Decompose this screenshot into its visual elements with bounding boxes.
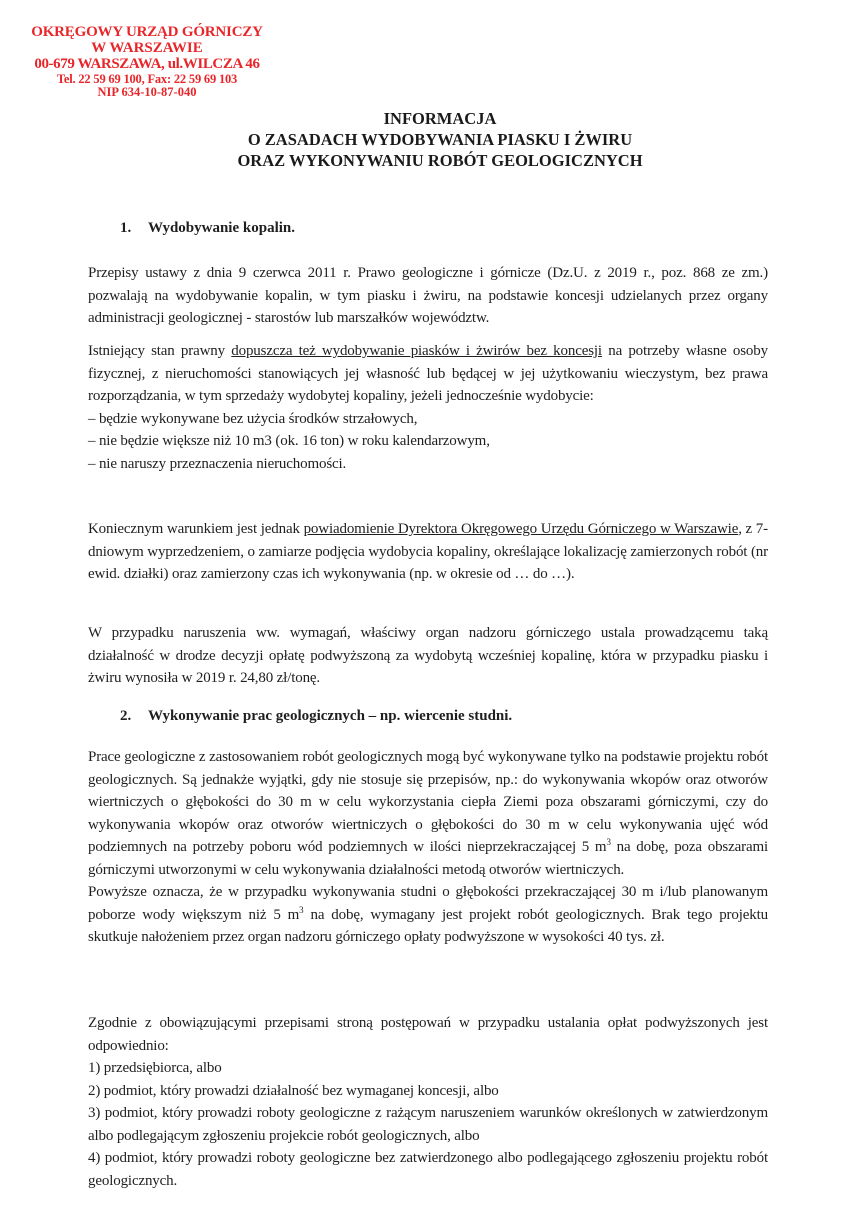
section-2-paragraph-1: Prace geologiczne z zastosowaniem robót geologicznych mogą być wykonywane tylko na podstawie projektu robót geologicznych. Są jednakże wyjątki, gdy nie stosuje się przepisów, np.: do wykonywania wkopów oraz otworów wiertniczych o głębokości do 30 m w celu wykorzystania ciepła Ziemi poza obszarami górniczymi, czy do wykonywania wkopów oraz otworów wiertniczych o głębokości do 30 m w celu wykonywania ujęć wód podziemnych na potrzeby poboru wód podziemnych w ilości nieprzekraczającej 5 $m^3$ na dobę, poza obszarami górniczymi utworzonymi w celu wykonywania działalności metodą otworów wiertniczych. Powyższe oznacza, że w przypadku wykonywania studni o głębokości przekraczającej 30 m i/lub planowanym poborze wody większym niż 5 $m^3$ na dobę, wymagany jest projekt robót geologicznych. Brak tego projektu skutkuje nałożeniem przez organ nadzoru górniczego opłaty podwyższone w wysokości 40 tys. zł.: [88, 746, 768, 949]
section-1-paragraph-1: Przepisy ustawy z dnia 9 czerwca 2011 r. Prawo geologiczne i górnicze (Dz.U. z 2019 r., poz. 868 ze zm.) pozwalają na wydobywanie kopalin, w tym piasku i żwiru, na podstawie koncesji udzielanych przez organy administracji geologicznej - starostów lub marszałków województw.: [88, 265, 768, 326]
section-2-paragraph-3: Zgodnie z obowiązującymi przepisami stroną postępowań w przypadku ustalania opłat podwyższonych jest odpowiednio: 1) przedsiębiorca, albo 2) podmiot, który prowadzi działalność bez wymaganej koncesji, albo 3) podmiot, który prowadzi roboty geologiczne z rażącym naruszeniem warunków określonych w zatwierdzonym albo podlegającym zgłoszeniu projekcie robót geologicznych, albo 4) podmiot, który prowadzi roboty geologiczne bez zatwierdzonego albo podlegającego zgłoszeniu projektu robót geologicznych.: [88, 1012, 768, 1192]
section-2-heading: [120, 708, 512, 725]
condition-item: – nie naruszy przeznaczenia nieruchomości.: [88, 455, 347, 472]
party-item: 3) podmiot, który prowadzi roboty geologiczne z rażącym naruszeniem warunków określonych w zatwierdzonym albo podlegającym zgłoszeniu projekcie robót geologicznych, albo: [88, 1105, 768, 1144]
section-2-paragraph-2: Powyższe oznacza, że w przypadku wykonywania studni o głębokości przekraczającej 30 m i/lub planowanym poborze wody większym niż 5 $m^3$ na dobę, wymagany jest projekt robót geologicznych. Brak tego projektu skutkuje nałożeniem przez organ nadzoru górniczego opłaty podwyższone w wysokości 40 tys. zł.: [88, 884, 768, 945]
office-stamp: [22, 24, 272, 100]
section-1-title: Wydobywanie kopalin.: [148, 220, 295, 236]
stamp-phone-fax: Tel. 22 59 69 100, Fax: 22 59 69 103: [56, 71, 238, 86]
party-item: 1) przedsiębiorca, albo: [88, 1060, 222, 1076]
condition-list: [88, 408, 768, 476]
section-1-paragraph-4: W przypadku naruszenia ww. wymagań, właściwy organ nadzoru górniczego ustala prowadzącemu taką działalność w drodze decyzji opłatę podwyższoną za wydobytą wcześniej kopalinę, która w przypadku piasku i żwiru wynosiła w 2019 r. 24,80 zł/tonę.: [88, 625, 768, 686]
stamp-address: 00-679 WARSZAWA, ul.WILCZA 46: [34, 56, 260, 73]
stamp-office-name: OKRĘGOWY URZĄD GÓRNICZY: [31, 24, 263, 40]
section-1-paragraph-2: Istniejący stan prawny dopuszcza też wydobywanie piasków i żwirów bez koncesji na potrzeby własne osoby fizycznej, z nieruchomości stanowiących jej własność lub będącej w jej użytkowaniu wieczystym, bez prawa rozporządzania, w tym sprzedaży wydobytej kopaliny, jeżeli jednocześnie wydobycie: – będzie wykonywane bez użycia środków strzałowych, – nie będzie większe niż 10 m3 (ok. 16 ton) w roku kalendarzowym, – nie naruszy przeznaczenia nieruchomości.: [88, 340, 768, 475]
section-2-number: 2.: [120, 708, 132, 724]
party-item: 2) podmiot, który prowadzi działalność bez wymaganej koncesji, albo: [88, 1082, 499, 1099]
condition-item: – będzie wykonywane bez użycia środków strzałowych,: [88, 410, 418, 427]
section-2-title: Wykonywanie prac geologicznych – np. wiercenie studni.: [148, 708, 513, 724]
section-1-number: 1.: [120, 220, 132, 236]
underlined-no-license-clause: dopuszcza też wydobywanie piasków i żwirów bez koncesji: [231, 343, 602, 359]
underlined-notification-clause: powiadomienie Dyrektora Okręgowego Urzędu Górniczego w Warszawie: [303, 521, 739, 537]
parties-list: [88, 1057, 768, 1192]
title-line-3: ORAZ WYKONYWANIU ROBÓT GEOLOGICZNYCH: [237, 151, 643, 170]
section-1-heading: [120, 220, 295, 237]
section-1-paragraph-3: Koniecznym warunkiem jest jednak powiadomienie Dyrektora Okręgowego Urzędu Górniczego w Warszawie, z 7-dniowym wyprzedzeniem, o zamiarze podjęcia wydobycia kopaliny, określające lokalizację zamierzonych robót (nr ewid. działki) oraz zamierzony czas ich wykonywania (np. w okresie od … do …).: [88, 521, 768, 582]
stamp-city: W WARSZAWIE: [91, 40, 203, 57]
party-item: 4) podmiot, który prowadzi roboty geologiczne bez zatwierdzonego albo podlegającego zgłoszeniu projektu robót geologicznych.: [88, 1150, 768, 1189]
title-line-2: O ZASADACH WYDOBYWANIA PIASKU I ŻWIRU: [247, 130, 633, 149]
document-title: [150, 108, 730, 171]
stamp-nip: NIP 634-10-87-040: [97, 85, 197, 100]
condition-item: – nie będzie większe niż 10 m3 (ok. 16 ton) w roku kalendarzowym,: [88, 433, 490, 449]
title-line-1: INFORMACJA: [383, 109, 497, 128]
